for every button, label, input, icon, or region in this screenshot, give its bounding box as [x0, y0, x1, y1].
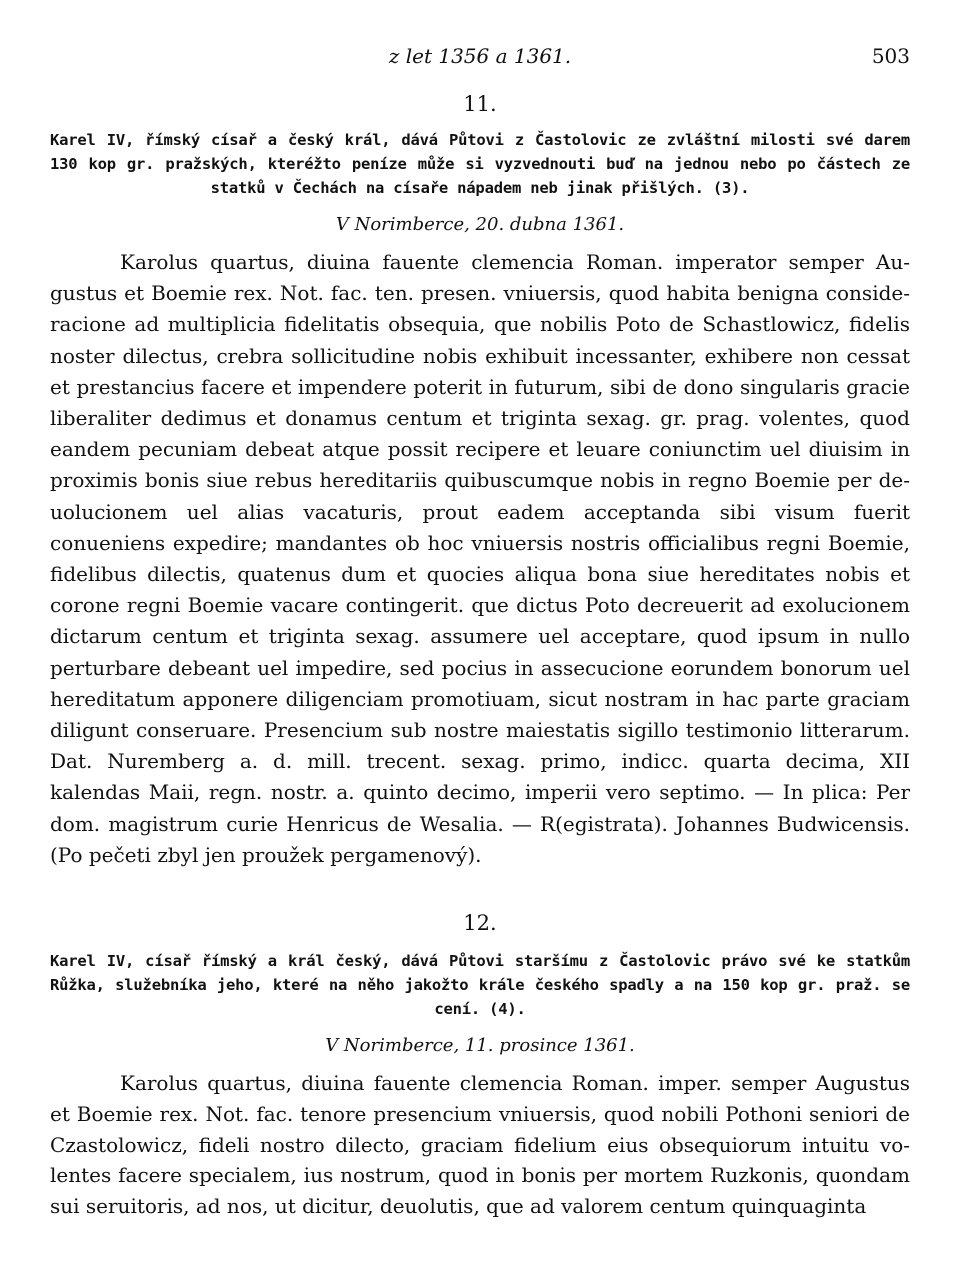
document-section-12: [50, 911, 910, 1222]
document-page: [50, 40, 910, 1222]
charter-text: Karolus quartus, diuina fauente clemencia Roman. imperator semper Augustus et Boemie rex. Not. fac. ten. presen. vniuersis, quod habita benigna consideracione ad multiplicia fidelitatis obsequia, que nobilis Poto de Schastlowicz, fidelis noster dilectus, crebra sollicitudine nobis exhibuit incessanter, exhibere non cessat et prestancius facere et impendere poterit in futurum, sibi de dono singularis gracie liberaliter dedimus et donamus centum et triginta sexag. gr. prag. volentes, quod eandem pecuniam debeat atque possit recipere et leuare coniunctim uel diuisim in proximis bonis siue rebus hereditariis quibuscumque nobis in regno Boemie per deuolucionem uel alias vacaturis, prout eadem acceptanda sibi visum fuerit conueniens expedire; mandantes ob hoc vniuersis nostris officialibus regni Boemie, fidelibus dilectis, quatenus dum et quocies aliqua bona siue hereditates nobis et corone regni Boemie vacare contingerit. que dictus Poto decreuerit ad exolucionem dictarum centum et triginta sexag. assumere uel acceptare, quod ipsum in nullo perturbare debeant uel impedire, sed pocius in assecucione eorundem bonorum uel hereditatum apponere diligenciam promotiuam, sicut nostram in hac parte graciam diligunt conseruare. Presencium sub nostre maiestatis sigillo testimonio litterarum. Dat. Nuremberg a. d. mill. trecent. sexag. primo, indicc. quarta decima, XII kalendas Maii, regn. nostr. a. quinto decimo, imperii vero septimo. — In plica: Per dom. magistrum curie Henricus de Wesalia. — R(egistrata). Johannes Budwicensis. (Po pečeti zbyl jen proužek pergamenový).: [50, 250, 910, 867]
document-section-11: [50, 92, 910, 871]
dateline: V Norimberce, 11. prosince 1361.: [325, 1035, 635, 1057]
page-number: 503: [871, 44, 910, 68]
document-number: 12.: [463, 911, 497, 936]
running-title: z let 1356 a 1361.: [388, 44, 572, 68]
charter-text: Karolus quartus, diuina fauente clemencia Roman. imper. semper Augustus et Boemie rex. Not. fac. tenore presencium vniuersis, quod nobili Pothoni seniori de Czastolowicz, fideli nostro dilecto, graciam fidelium eius obsequiorum intuitu volentes facere specialem, ius nostrum, quod in bonis per mortem Ruzkonis, quondam sui seruitoris, ad nos, ut dicitur, deuolutis, que ad valorem centum quinquaginta: [50, 1071, 910, 1219]
document-number: 11.: [463, 92, 497, 116]
running-header: [50, 40, 910, 70]
regest-summary: Karel IV, římský císař a český král, dává Půtovi z Častolovic ze zvláštní milosti své darem 130 kop gr. pražských, kteréžto peníze může si vyzvednouti buď na jednou nebo po částech ze statků v Čechách na císaře nápadem neb jinak přišlých. (3).: [50, 131, 910, 197]
dateline: V Norimberce, 20. dubna 1361.: [335, 214, 625, 235]
regest-summary: Karel IV, císař římský a král český, dává Půtovi staršímu z Častolovic právo své ke statkům Růžka, služebníka jeho, které na něho jakožto krále českého spadly a na 150 kop gr. praž. se cení. (4).: [50, 952, 910, 1019]
